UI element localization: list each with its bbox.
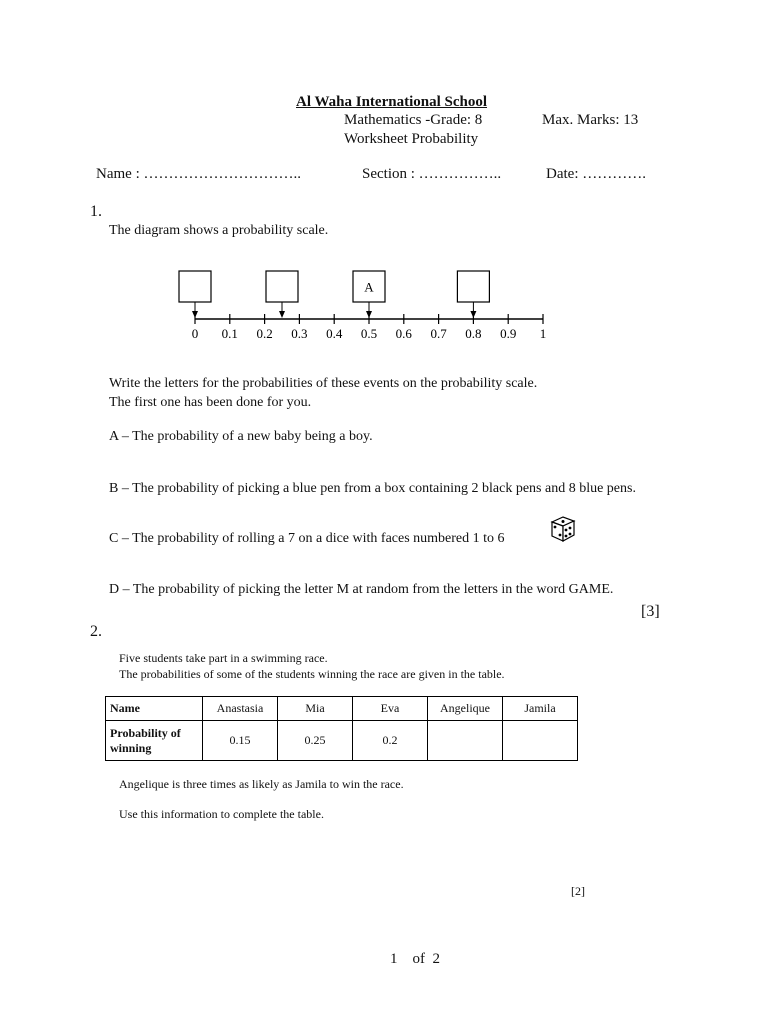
- page-number: 1 of 2: [390, 951, 440, 967]
- event-b: B – The probability of picking a blue pen from a box containing 2 black pens and 8 blue pens.: [109, 481, 636, 496]
- scale-tick-label: 0.6: [395, 326, 412, 341]
- school-name: Al Waha International School: [296, 94, 488, 110]
- scale-answer-box[interactable]: [179, 271, 211, 318]
- question-1-intro: The diagram shows a probability scale.: [109, 223, 329, 238]
- question-1-marks: [3]: [641, 603, 660, 620]
- question-2-intro-2: The probabilities of some of the students winning the race are given in the table.: [119, 667, 505, 681]
- row-label-probability: Probability of winning: [106, 721, 203, 761]
- scale-tick-label: 0.1: [221, 326, 238, 341]
- header-cell-mia: Mia: [278, 697, 353, 721]
- scale-tick-label: 0: [191, 326, 199, 341]
- scale-box-label: A: [364, 279, 374, 295]
- header-cell-angelique: Angelique: [428, 697, 503, 721]
- event-d: D – The probability of picking the letter M at random from the letters in the word GAME.: [109, 582, 614, 597]
- scale-tick-label: 0.7: [430, 326, 447, 341]
- scale-tick-label: 0.4: [326, 326, 343, 341]
- value-cell-angelique[interactable]: [428, 721, 503, 761]
- name-field: Name : …………………………..: [96, 166, 301, 182]
- subject-grade: Mathematics -Grade: 8: [344, 112, 483, 128]
- header-cell-jamila: Jamila: [503, 697, 578, 721]
- table-row: [106, 721, 578, 761]
- header-cell-eva: Eva: [353, 697, 428, 721]
- scale-answer-box: [353, 271, 385, 318]
- question-2-marks: [2]: [571, 884, 585, 898]
- event-a: A – The probability of a new baby being a boy.: [109, 429, 373, 444]
- scale-tick-label: 0.3: [291, 326, 308, 341]
- header-cell-name: Name: [106, 697, 203, 721]
- scale-tick-label: 0.8: [465, 326, 482, 341]
- probability-scale: [160, 262, 560, 346]
- question-2-task: Use this information to complete the table.: [119, 807, 324, 821]
- scale-tick-label: 0.2: [256, 326, 273, 341]
- instruction-line-2: The first one has been done for you.: [109, 395, 312, 410]
- worksheet-title: Worksheet Probability: [344, 131, 479, 147]
- probability-scale-ticks: [192, 314, 547, 341]
- scale-tick-label: 0.5: [360, 326, 378, 341]
- question-2-info: Angelique is three times as likely as Jamila to win the race.: [119, 777, 404, 791]
- probability-scale-boxes: [179, 271, 489, 318]
- question-1-number: 1.: [90, 203, 102, 220]
- value-cell-anastasia: 0.15: [203, 721, 278, 761]
- value-cell-jamila[interactable]: [503, 721, 578, 761]
- event-c: C – The probability of rolling a 7 on a dice with faces numbered 1 to 6: [109, 531, 505, 546]
- dice-icon: [548, 513, 578, 545]
- scale-pointer-arrow: [279, 311, 285, 318]
- scale-answer-box[interactable]: [457, 271, 489, 318]
- header-cell-anastasia: Anastasia: [203, 697, 278, 721]
- date-field: Date: ………….: [546, 166, 646, 182]
- probability-table: [105, 696, 578, 761]
- question-2-number: 2.: [90, 623, 102, 640]
- scale-tick-label: 0.9: [500, 326, 517, 341]
- value-cell-mia: 0.25: [278, 721, 353, 761]
- max-marks: Max. Marks: 13: [542, 112, 639, 128]
- value-cell-eva: 0.2: [353, 721, 428, 761]
- instruction-line-1: Write the letters for the probabilities of these events on the probability scale.: [109, 376, 538, 391]
- section-field: Section : ……………..: [362, 166, 502, 182]
- table-header-row: [106, 697, 578, 721]
- scale-answer-box[interactable]: [266, 271, 298, 318]
- question-2-intro-1: Five students take part in a swimming race.: [119, 651, 328, 665]
- scale-tick-label: 1: [539, 326, 547, 341]
